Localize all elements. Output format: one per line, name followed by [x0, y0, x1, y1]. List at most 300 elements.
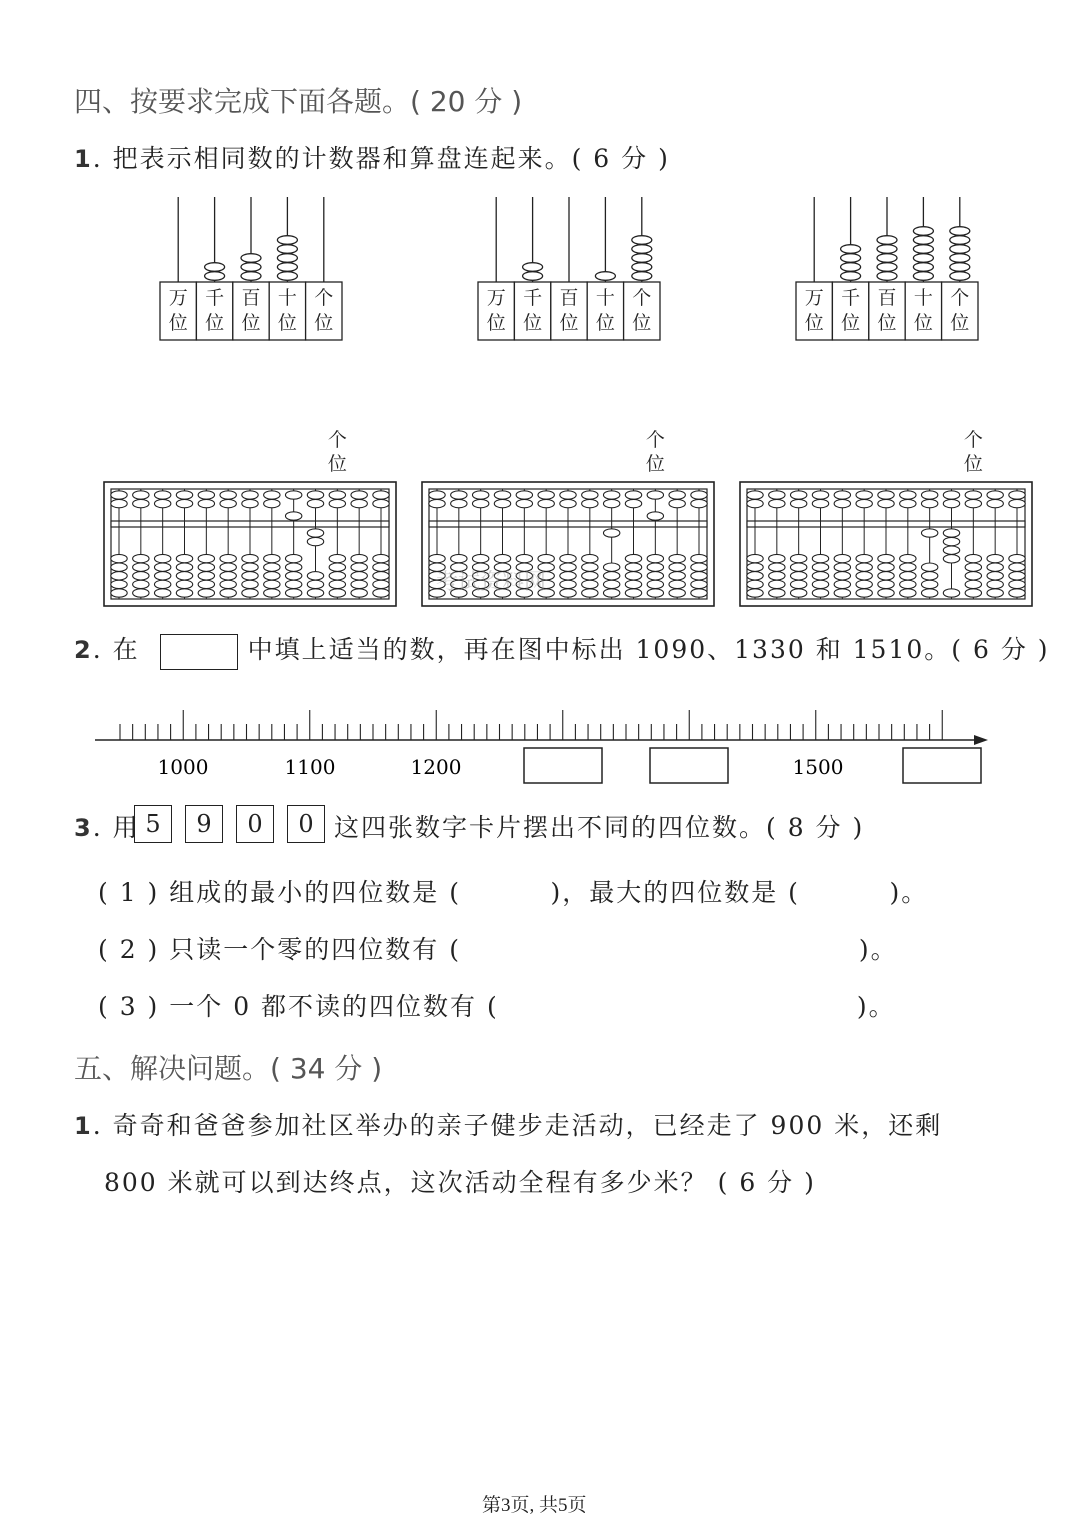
abacus-lower-bead [329, 572, 345, 580]
abacus-lower-bead [747, 554, 763, 562]
abacus-lower-bead [769, 580, 785, 588]
counter-bead [841, 263, 861, 272]
abacus-lower-bead [1009, 554, 1025, 562]
tick-label-1100: 1100 [284, 755, 336, 779]
abacus-upper-bead [242, 499, 258, 507]
abacus-lower-bead [856, 580, 872, 588]
abacus-lower-bead [307, 580, 323, 588]
abacus-lower-bead [921, 580, 937, 588]
abacus-lower-bead [429, 554, 445, 562]
abacus-upper-bead [242, 491, 258, 499]
counter-bead [632, 245, 652, 254]
abacus-upper-bead [834, 499, 850, 507]
abacus-lower-bead [176, 580, 192, 588]
problem-1-text: . 奇奇和爸爸参加社区举办的亲子健步走活动，已经走了 900 米，还剩 [92, 1111, 943, 1140]
abacus-lower-bead [647, 554, 663, 562]
abacus-upper-bead [987, 491, 1003, 499]
abacus-lower-bead [264, 580, 280, 588]
abacus-upper-bead [647, 512, 663, 520]
abacus-upper-bead [603, 491, 619, 499]
question-3-prefix-text: . 用 [92, 813, 140, 842]
counter-label-text: 万 [168, 287, 188, 309]
counter-bead [632, 254, 652, 263]
abacus-lower-bead [285, 572, 301, 580]
abacus-lower-bead [176, 572, 192, 580]
abacus-upper-bead [429, 499, 445, 507]
counter-bead [841, 272, 861, 281]
counter-bead [523, 263, 543, 272]
abacus-lower-bead [242, 563, 258, 571]
abacus-lower-bead [373, 589, 389, 597]
abacus-lower-bead [647, 572, 663, 580]
abacus-lower-bead [1009, 572, 1025, 580]
abacus-lower-bead [285, 589, 301, 597]
abacus-lower-bead [264, 572, 280, 580]
abacus-lower-bead [154, 563, 170, 571]
abacus-lower-bead [560, 589, 576, 597]
abacus-lower-bead [669, 580, 685, 588]
abacus-unit-label: 个 [645, 429, 665, 451]
abacus-upper-bead [560, 491, 576, 499]
abacus-lower-bead [834, 580, 850, 588]
section-four-title: 四、按要求完成下面各题。( 20 分 ) [74, 85, 523, 118]
counter-label-text: 个 [314, 287, 334, 309]
abacus-lower-bead [943, 546, 959, 554]
abacus-lower-bead [921, 572, 937, 580]
abacus-lower-bead [176, 554, 192, 562]
abacus-lower-bead [812, 572, 828, 580]
abacus-upper-bead [1009, 491, 1025, 499]
counter-bead [241, 263, 261, 272]
counter-bead [595, 272, 615, 281]
number-card-5: 5 [134, 805, 172, 843]
counter-label-text: 位 [241, 312, 261, 334]
counter-bead [913, 245, 933, 254]
abacus-lower-bead [198, 563, 214, 571]
counter-bead [841, 245, 861, 254]
abacus-lower-bead [603, 580, 619, 588]
abacus-lower-bead [373, 580, 389, 588]
counter-bead [877, 245, 897, 254]
abacus-lower-bead [965, 554, 981, 562]
abacus-lower-bead [625, 563, 641, 571]
counter-label-text: 位 [804, 312, 824, 334]
abacus-lower-bead [220, 572, 236, 580]
abacus-lower-bead [625, 554, 641, 562]
abacus-lower-bead [176, 563, 192, 571]
abacus-upper-bead [921, 499, 937, 507]
abacus-upper-bead [769, 499, 785, 507]
abacus-upper-bead [351, 499, 367, 507]
counter-bead [950, 236, 970, 245]
abacus-upper-bead [285, 491, 301, 499]
abacus-lower-bead [812, 563, 828, 571]
abacus-unit-label: 位 [963, 453, 983, 475]
abacus-lower-bead [176, 589, 192, 597]
counter-bead [277, 236, 297, 245]
abacus-lower-bead [560, 572, 576, 580]
abacus-upper-bead [625, 499, 641, 507]
abacus-lower-bead [878, 580, 894, 588]
abacus-upper-bead [812, 499, 828, 507]
abacus-lower-bead [878, 563, 894, 571]
abacus-lower-bead [516, 554, 532, 562]
abacus-lower-bead [987, 572, 1003, 580]
question-1-text: . 把表示相同数的计数器和算盘连起来。( 6 分 ) [92, 144, 670, 173]
abacus-upper-bead [133, 491, 149, 499]
counter-label-text: 位 [277, 312, 297, 334]
number-card-0-b: 0 [287, 805, 325, 843]
abacus-lower-bead [790, 554, 806, 562]
question-1-number: 1 [74, 145, 93, 173]
counter-label-text: 十 [595, 287, 615, 309]
number-line [0, 700, 1080, 795]
abacus-unit-label: 位 [645, 453, 665, 475]
counter-label-text: 位 [950, 312, 970, 334]
counter-bead [913, 263, 933, 272]
counter-bead [277, 254, 297, 263]
number-line-blank-1[interactable] [524, 748, 602, 783]
abacus-lower-bead [790, 572, 806, 580]
abacus-upper-bead [373, 491, 389, 499]
abacus-lower-bead [351, 563, 367, 571]
counter-3 [796, 197, 978, 340]
abacus-lower-bead [921, 563, 937, 571]
abacus-lower-bead [582, 589, 598, 597]
abacus-lower-bead [285, 563, 301, 571]
abacus-upper-bead [747, 491, 763, 499]
abacus-lower-bead [769, 572, 785, 580]
abacus-lower-bead [669, 554, 685, 562]
abacus-lower-bead [133, 572, 149, 580]
abacus-upper-bead [625, 491, 641, 499]
counter-bead [950, 263, 970, 272]
abacus-upper-bead [264, 499, 280, 507]
abacus-lower-bead [198, 572, 214, 580]
abacus-lower-bead [943, 555, 959, 563]
abacus-lower-bead [921, 529, 937, 537]
abacus-lower-bead [900, 589, 916, 597]
abacus-upper-bead [965, 491, 981, 499]
abacus-lower-bead [747, 580, 763, 588]
abacus-upper-bead [111, 499, 127, 507]
abacus-lower-bead [647, 589, 663, 597]
counter-bead [241, 254, 261, 263]
counter-bead [913, 236, 933, 245]
abacus-lower-bead [220, 554, 236, 562]
abacus-lower-bead [285, 580, 301, 588]
abacus-lower-bead [560, 554, 576, 562]
counter-label-text: 百 [877, 287, 897, 309]
abacus-upper-bead [790, 499, 806, 507]
page-footer: 第3页, 共5页 [482, 1495, 587, 1516]
counter-bead [877, 236, 897, 245]
abacus-lower-bead [900, 572, 916, 580]
counter-label-text: 千 [523, 287, 543, 309]
counter-bead [205, 263, 225, 272]
counter-label-text: 十 [277, 287, 297, 309]
abacus-upper-bead [494, 491, 510, 499]
abacus-lower-bead [133, 580, 149, 588]
abacus-lower-bead [856, 589, 872, 597]
counter-bead [950, 272, 970, 281]
abacus-lower-bead [878, 589, 894, 597]
abacus-upper-bead [198, 491, 214, 499]
abacus-lower-bead [603, 572, 619, 580]
abacus-unit-label: 个 [963, 429, 983, 451]
abacus-lower-bead [264, 563, 280, 571]
problem-1-line-1 [74, 1106, 942, 1142]
tick-label-1200: 1200 [410, 755, 462, 779]
abacus-upper-bead [943, 499, 959, 507]
counter-bead [205, 272, 225, 281]
abacus-upper-bead [538, 499, 554, 507]
abacus-lower-bead [307, 589, 323, 597]
abacus-lower-bead [943, 537, 959, 545]
abacus-upper-bead [516, 491, 532, 499]
abacus-lower-bead [691, 572, 707, 580]
abacus-lower-bead [691, 580, 707, 588]
counter-bead [632, 236, 652, 245]
abacus-lower-bead [603, 589, 619, 597]
abacus-lower-bead [691, 554, 707, 562]
abacus-lower-bead [307, 529, 323, 537]
abacus-upper-bead [451, 499, 467, 507]
question-2-blank-box[interactable] [160, 634, 238, 670]
abacus-upper-bead [351, 491, 367, 499]
abacus-lower-bead [691, 589, 707, 597]
abacus-upper-bead [429, 491, 445, 499]
abacus-lower-bead [625, 589, 641, 597]
counters [0, 185, 1080, 360]
abacus-lower-bead [647, 563, 663, 571]
abacus-lower-bead [987, 580, 1003, 588]
abacus-lower-bead [329, 554, 345, 562]
abacus-lower-bead [351, 589, 367, 597]
abacus-lower-bead [242, 580, 258, 588]
abacus-upper-bead [220, 499, 236, 507]
counter-label-text: 位 [913, 312, 933, 334]
abacus-lower-bead [878, 572, 894, 580]
abacus-upper-bead [472, 499, 488, 507]
abacus-lower-bead [987, 554, 1003, 562]
abacus-lower-bead [373, 572, 389, 580]
counter-label-text: 位 [632, 312, 652, 334]
abacus-lower-bead [812, 554, 828, 562]
problem-1-line-2: 800 米就可以到达终点，这次活动全程有多少米？ ( 6 分 ) [104, 1168, 816, 1197]
abacus-lower-bead [1009, 563, 1025, 571]
abacus-lower-bead [965, 572, 981, 580]
abacus-lower-bead [747, 563, 763, 571]
abacus-lower-bead [133, 554, 149, 562]
abacus-lower-bead [220, 589, 236, 597]
abacus-1 [104, 429, 396, 606]
counter-bead [632, 263, 652, 272]
section-five-title: 五、解决问题。( 34 分 ) [74, 1052, 383, 1085]
counter-label-text: 个 [632, 287, 652, 309]
abacus-lower-bead [111, 572, 127, 580]
abacus-lower-bead [154, 580, 170, 588]
abacus-upper-bead [691, 491, 707, 499]
abacus-lower-bead [625, 572, 641, 580]
counter-label-text: 万 [804, 287, 824, 309]
abacus-upper-bead [965, 499, 981, 507]
counter-label-text: 位 [877, 312, 897, 334]
counter-label-text: 千 [205, 287, 225, 309]
abacus-3 [740, 429, 1032, 606]
abacus-lower-bead [373, 563, 389, 571]
abacus-lower-bead [198, 580, 214, 588]
abacus-upper-bead [943, 491, 959, 499]
abacus-upper-bead [582, 499, 598, 507]
abacus-lower-bead [242, 589, 258, 597]
abacus-upper-bead [900, 499, 916, 507]
abacus-lower-bead [856, 554, 872, 562]
counter-label-text: 位 [841, 312, 861, 334]
abacus-lower-bead [834, 572, 850, 580]
abacus-lower-bead [111, 554, 127, 562]
question-3-sub-2: ( 2 ) 只读一个零的四位数有 ( )。 [98, 935, 898, 964]
number-card-0-a: 0 [236, 805, 274, 843]
abacus-lower-bead [285, 554, 301, 562]
abacus-lower-bead [603, 529, 619, 537]
abacus-lower-bead [691, 563, 707, 571]
abacus-lower-bead [647, 580, 663, 588]
counter-label-text: 位 [523, 312, 543, 334]
abacus-lower-bead [494, 554, 510, 562]
abacus-upper-bead [111, 491, 127, 499]
abacus-lower-bead [133, 589, 149, 597]
counter-bead [950, 254, 970, 263]
abacus-upper-bead [747, 499, 763, 507]
abacus-lower-bead [307, 537, 323, 545]
abacus-lower-bead [625, 580, 641, 588]
abacus-lower-bead [538, 554, 554, 562]
abacus-upper-bead [154, 499, 170, 507]
abacus-lower-bead [220, 580, 236, 588]
abacus-lower-bead [769, 554, 785, 562]
counter-label-text: 位 [205, 312, 225, 334]
counter-label-text: 个 [950, 287, 970, 309]
question-2-text-after: 中填上适当的数，再在图中标出 1090、1330 和 1510。( 6 分 ) [247, 635, 1050, 664]
problem-1-number: 1 [74, 1112, 93, 1140]
number-line-blank-2[interactable] [650, 748, 728, 783]
question-2-text-before: . 在 [92, 635, 140, 664]
abacus-lower-bead [264, 554, 280, 562]
abacus-upper-bead [900, 491, 916, 499]
abacus-lower-bead [769, 563, 785, 571]
abacus-lower-bead [987, 589, 1003, 597]
question-3-number: 3 [74, 814, 93, 842]
abacus-upper-bead [516, 499, 532, 507]
number-card-9: 9 [185, 805, 223, 843]
abacus-unit-label: 位 [327, 453, 347, 475]
number-line-arrow [974, 735, 988, 745]
counter-bead [877, 263, 897, 272]
counter-bead [277, 263, 297, 272]
abacus-lower-bead [747, 572, 763, 580]
abacus-upper-bead [176, 491, 192, 499]
counter-2 [478, 197, 660, 340]
abacus-lower-bead [242, 554, 258, 562]
abacus-lower-bead [133, 563, 149, 571]
abacus-lower-bead [329, 563, 345, 571]
abacus-upper-bead [220, 491, 236, 499]
abacus-upper-bead [834, 491, 850, 499]
abacus-lower-bead [560, 563, 576, 571]
abacus-upper-bead [603, 499, 619, 507]
abacus-lower-bead [264, 589, 280, 597]
abacus-lower-bead [111, 589, 127, 597]
abacus-upper-bead [856, 499, 872, 507]
counter-bead [632, 272, 652, 281]
question-1 [74, 139, 670, 175]
abacus-upper-bead [154, 491, 170, 499]
abacus-lower-bead [154, 572, 170, 580]
abacus-lower-bead [329, 589, 345, 597]
abacus-upper-bead [307, 491, 323, 499]
abacus-upper-bead [691, 499, 707, 507]
abacus-upper-bead [133, 499, 149, 507]
abacus-lower-bead [220, 563, 236, 571]
abacus-upper-bead [582, 491, 598, 499]
abacus-lower-bead [965, 563, 981, 571]
abacus-lower-bead [834, 554, 850, 562]
abacus-lower-bead [351, 554, 367, 562]
question-2-number: 2 [74, 636, 93, 664]
abacus-lower-bead [834, 589, 850, 597]
abacus-lower-bead [603, 563, 619, 571]
counter-label-text: 十 [913, 287, 933, 309]
abacus-lower-bead [582, 572, 598, 580]
counter-label-text: 位 [168, 312, 188, 334]
abacus-upper-bead [769, 491, 785, 499]
number-line-blank-3[interactable] [903, 748, 981, 783]
abacus-upper-bead [921, 491, 937, 499]
question-2 [74, 630, 1050, 670]
counter-bead [241, 272, 261, 281]
abacus-lower-bead [856, 572, 872, 580]
abacus-lower-bead [111, 563, 127, 571]
abacus-lower-bead [943, 529, 959, 537]
counter-bead [877, 272, 897, 281]
abacus-lower-bead [987, 563, 1003, 571]
abacus-lower-bead [878, 554, 894, 562]
abacus-lower-bead [900, 563, 916, 571]
abacus-upper-bead [647, 491, 663, 499]
abacus-lower-bead [834, 563, 850, 571]
abacus-lower-bead [1009, 580, 1025, 588]
abacus-lower-bead [582, 563, 598, 571]
abacus-lower-bead [307, 572, 323, 580]
abacus-lower-bead [198, 589, 214, 597]
counter-bead [877, 254, 897, 263]
abacus-upper-bead [451, 491, 467, 499]
abacus-lower-bead [242, 572, 258, 580]
abacus-lower-bead [965, 589, 981, 597]
abacus-upper-bead [669, 499, 685, 507]
counter-bead [277, 245, 297, 254]
abacus-upper-bead [472, 491, 488, 499]
abacus-lower-bead [1009, 589, 1025, 597]
abacus-lower-bead [812, 580, 828, 588]
abacus-lower-bead [351, 580, 367, 588]
abacus-lower-bead [560, 580, 576, 588]
counter-label-text: 位 [595, 312, 615, 334]
abacus-upper-bead [538, 491, 554, 499]
abacus-lower-bead [943, 589, 959, 597]
abacus-lower-bead [769, 589, 785, 597]
